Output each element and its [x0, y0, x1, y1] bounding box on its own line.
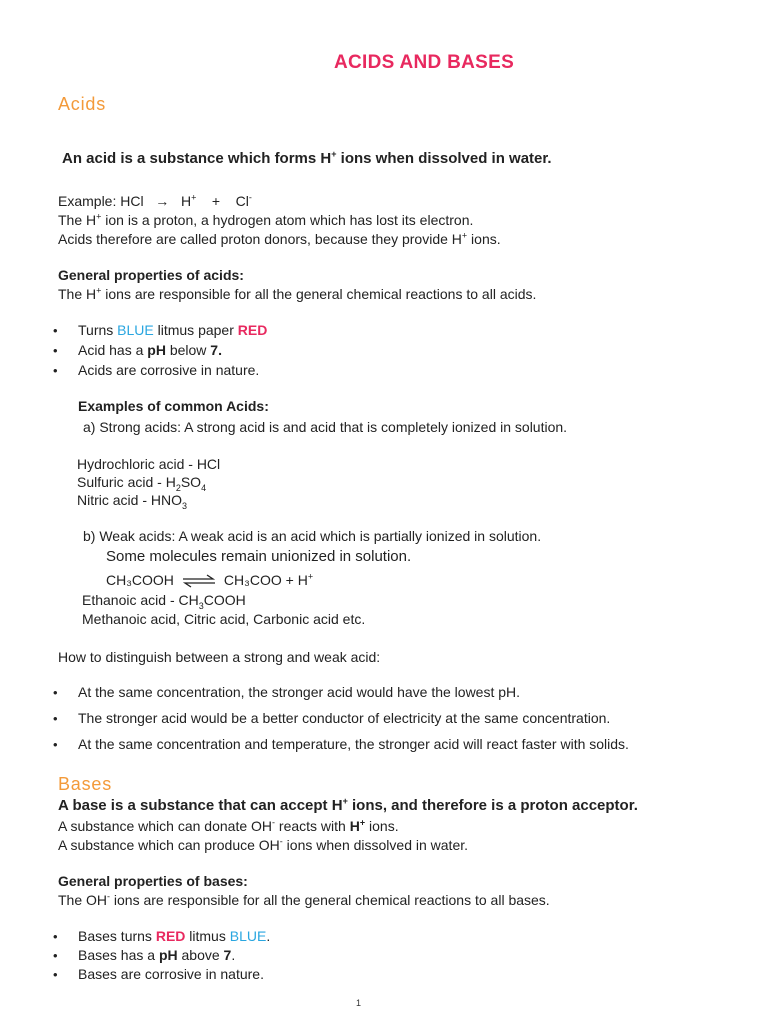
- base-properties-text: The OH- ions are responsible for all the general chemical reactions to all bases.: [58, 891, 550, 908]
- weak-acids-unionized-note: Some molecules remain unionized in solution.: [106, 548, 412, 565]
- acid-property-bullet-ph: • Acid has a pH below 7.: [78, 341, 222, 360]
- weak-acids-definition: b) Weak acids: A weak acid is an acid which is partially ionized in solution.: [83, 528, 542, 544]
- base-donate-description: A substance which can donate OH- reacts with H+ ions.: [58, 817, 399, 834]
- distinguish-bullet-ph: • At the same concentration, the stronger acid would have the lowest pH.: [78, 683, 520, 702]
- acid-property-bullet-litmus: • Turns BLUE litmus paper RED: [78, 321, 267, 340]
- base-definition: A base is a substance that can accept H+ ions, and therefore is a proton acceptor.: [58, 796, 638, 814]
- strong-acid-example-nitric: Nitric acid - $HNO_3$: [77, 492, 188, 511]
- proton-donor-description: Acids therefore are called proton donors, because they provide H+ ions.: [58, 230, 501, 247]
- base-property-bullet-corrosive: • Bases are corrosive in nature.: [78, 965, 264, 984]
- proton-description: The H+ ion is a proton, a hydrogen atom which has lost its electron.: [58, 211, 474, 228]
- base-property-bullet-litmus: • Bases turns RED litmus BLUE.: [78, 927, 270, 946]
- base-property-bullet-ph: • Bases has a pH above 7.: [78, 946, 235, 965]
- weak-acid-examples-others: Methanoic acid, Citric acid, Carbonic acid etc.: [82, 611, 366, 627]
- reaction-arrow-icon: →: [155, 193, 170, 209]
- acid-properties-heading: General properties of acids:: [58, 267, 244, 283]
- equilibrium-arrow-icon: [182, 574, 216, 588]
- acid-properties-text: The H+ ions are responsible for all the general chemical reactions to all acids.: [58, 285, 537, 302]
- acid-definition: An acid is a substance which forms H+ ions when dissolved in water.: [62, 149, 552, 167]
- common-acids-heading: Examples of common Acids:: [78, 398, 269, 414]
- distinguish-bullet-solids: • At the same concentration and temperature, the stronger acid will react faster with solids.: [78, 735, 629, 754]
- weak-acid-equilibrium-equation: CH₃COOH CH₃COO + H+: [106, 571, 314, 588]
- distinguish-heading: How to distinguish between a strong and weak acid:: [58, 649, 381, 665]
- distinguish-bullet-conductor: • The stronger acid would be a better conductor of electricity at the same concentration.: [78, 709, 610, 728]
- section-heading-acids: Acids: [58, 94, 107, 114]
- strong-acids-definition: a) Strong acids: A strong acid is and acid that is completely ionized in solution.: [83, 419, 568, 435]
- acid-property-bullet-corrosive: • Acids are corrosive in nature.: [78, 361, 259, 380]
- base-produce-description: A substance which can produce OH- ions when dissolved in water.: [58, 836, 469, 853]
- weak-acid-example-ethanoic: Ethanoic acid - $CH_3COOH$: [82, 592, 246, 611]
- section-heading-bases: Bases: [58, 774, 113, 794]
- page-number: 1: [356, 998, 362, 1008]
- strong-acid-example-hcl: Hydrochloric acid - HCl: [77, 456, 221, 472]
- strong-acid-example-sulfuric: Sulfuric acid - $H_2SO_4$: [77, 474, 207, 493]
- acid-example-equation: Example: HCl → H+ + Cl-: [58, 192, 252, 209]
- document-title: ACIDS AND BASES: [333, 52, 515, 73]
- base-properties-heading: General properties of bases:: [58, 873, 248, 889]
